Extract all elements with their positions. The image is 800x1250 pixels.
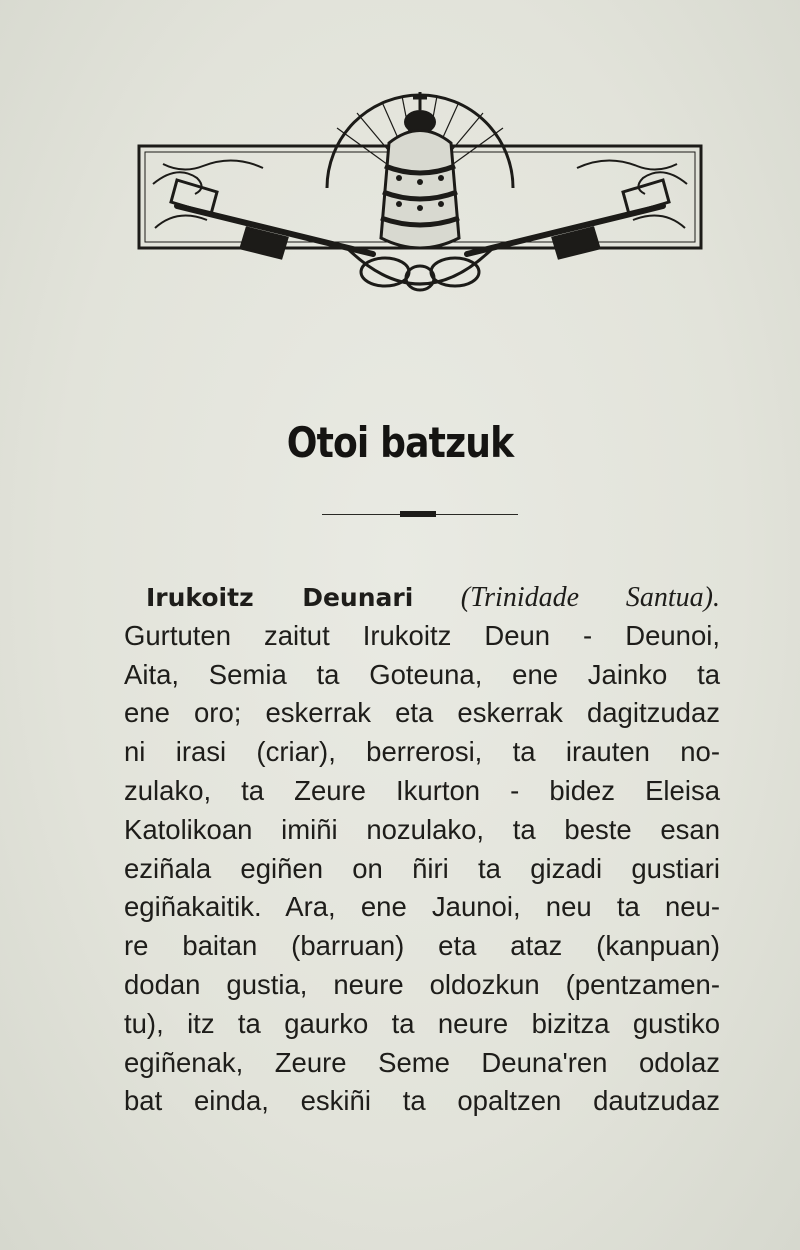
prayer-heading-line xyxy=(124,578,720,617)
prayer-line: Katolikoan imiñi nozulako, ta beste esan xyxy=(124,813,720,845)
prayer-line: zulako, ta Zeure Ikurton - bidez Eleisa xyxy=(124,774,720,806)
prayer-heading: Irukoitz Deunari xyxy=(146,583,414,612)
prayer-line: Aita, Semia ta Goteuna, ene Jainko ta xyxy=(124,658,720,690)
papal-tiara-crossed-keys-ornament-icon xyxy=(137,88,703,313)
prayer-line: dodan gustia, neure oldozkun (pentzamen- xyxy=(124,968,720,1000)
prayer-line: egiñakaitik. Ara, ene Jaunoi, neu ta neu- xyxy=(124,891,720,923)
prayer-line: egiñenak, Zeure Seme Deuna'ren odolaz xyxy=(124,1046,720,1078)
prayer-line: re baitan (barruan) eta ataz (kanpuan) xyxy=(124,930,720,962)
prayer-line: bat einda, eskiñi ta opaltzen dautzudaz xyxy=(124,1085,720,1117)
page-title: Otoi batzuk xyxy=(286,418,514,467)
prayer-line: tu), itz ta gaurko ta neure bizitza gustiko xyxy=(124,1007,720,1039)
prayer-heading-note: (Trinidade Santua). xyxy=(460,582,721,613)
prayer-line: Gurtuten zaitut Irukoitz Deun - Deunoi, xyxy=(124,619,720,651)
prayer-line: ene oro; eskerrak eta eskerrak dagitzudaz xyxy=(124,697,720,729)
title-divider xyxy=(322,511,518,519)
prayer-text xyxy=(124,578,720,1121)
prayer-line: eziñala egiñen on ñiri ta gizadi gustiari xyxy=(124,852,720,884)
prayer-line: ni irasi (criar), berrerosi, ta irauten no- xyxy=(124,736,720,768)
